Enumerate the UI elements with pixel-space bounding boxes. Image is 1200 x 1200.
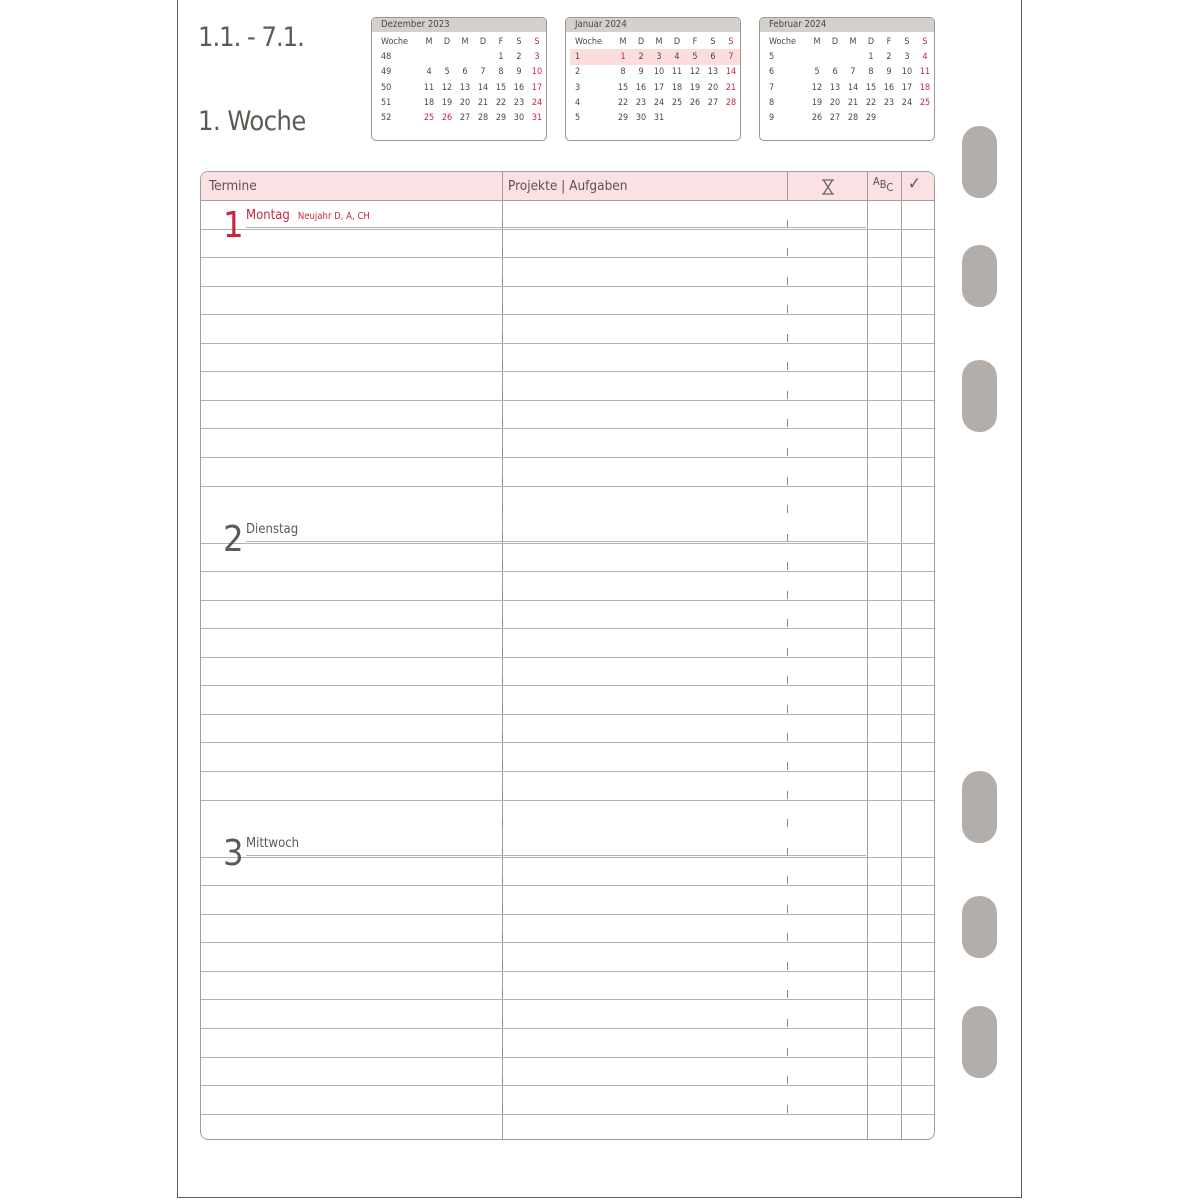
- mini-calendar-day: 24: [531, 97, 543, 108]
- column-tick: [502, 762, 503, 770]
- ruled-line: [201, 486, 934, 487]
- ruled-line: [201, 914, 934, 915]
- mini-calendar-header: F: [692, 36, 698, 47]
- mini-calendar-week-number: 1: [570, 49, 614, 64]
- mini-calendar-header: M: [619, 36, 627, 47]
- mini-calendar-day: 27: [829, 113, 841, 124]
- column-tick: [502, 448, 503, 456]
- mini-calendar-day: 26: [811, 113, 823, 124]
- ruled-line: [201, 1114, 934, 1115]
- ruled-line: [201, 971, 934, 972]
- mini-calendar-day: 16: [513, 82, 525, 93]
- mini-calendar-day: 16: [635, 82, 647, 93]
- mini-calendar-header: S: [516, 36, 522, 47]
- mini-calendar-day: 25: [919, 97, 931, 108]
- mini-calendar-day: 8: [620, 67, 626, 78]
- ruled-line: [201, 628, 934, 629]
- column-tick: [502, 362, 503, 370]
- day-underline: [246, 855, 866, 856]
- column-tick: [502, 648, 503, 656]
- mini-calendar-day: 30: [635, 113, 647, 124]
- ruled-line: [201, 999, 934, 1000]
- column-divider: [901, 172, 902, 1139]
- mini-calendar-day: 19: [811, 97, 823, 108]
- column-tick: [787, 448, 788, 456]
- mini-calendar-day: 7: [850, 67, 856, 78]
- mini-calendar-day: 21: [477, 97, 489, 108]
- mini-calendar-day: 11: [423, 82, 435, 93]
- column-tick: [502, 248, 503, 256]
- column-tick: [502, 819, 503, 827]
- column-tick: [787, 562, 788, 570]
- mini-calendar-day: 20: [829, 97, 841, 108]
- hourglass-icon: [821, 179, 835, 199]
- mini-calendar-day: 10: [901, 67, 913, 78]
- mini-calendar-week-number: 4: [575, 97, 581, 108]
- column-tick: [787, 419, 788, 427]
- mini-calendar-day: 22: [495, 97, 507, 108]
- mini-calendar-day: 3: [534, 51, 540, 62]
- mini-calendar-day: 14: [477, 82, 489, 93]
- mini-calendar: [759, 17, 935, 141]
- mini-calendar-day: 4: [922, 51, 928, 62]
- mini-calendar-day: 23: [513, 97, 525, 108]
- mini-calendar-day: 2: [632, 49, 650, 64]
- mini-calendar-title: Januar 2024: [566, 18, 740, 32]
- binder-hole-tab: [962, 896, 997, 958]
- ruled-line: [201, 1085, 934, 1086]
- mini-calendar-header: F: [498, 36, 504, 47]
- mini-calendar-week-number: 51: [381, 97, 392, 108]
- mini-calendar-week-number: 5: [769, 51, 775, 62]
- mini-calendar-day: 6: [462, 67, 468, 78]
- column-tick: [502, 391, 503, 399]
- column-tick: [502, 733, 503, 741]
- column-tick: [787, 990, 788, 998]
- column-tick: [787, 305, 788, 313]
- ruled-line: [201, 657, 934, 658]
- mini-calendar-day: 28: [477, 113, 489, 124]
- mini-calendar-day: 8: [498, 67, 504, 78]
- ruled-line: [201, 1028, 934, 1029]
- mini-calendar-day: 26: [689, 97, 701, 108]
- mini-calendar-day: 29: [617, 113, 629, 124]
- mini-calendar-day: 2: [886, 51, 892, 62]
- mini-calendar-day: 10: [531, 67, 543, 78]
- mini-calendar-week-number: 48: [381, 51, 392, 62]
- column-tick: [787, 477, 788, 485]
- mini-calendar-day: 20: [707, 82, 719, 93]
- column-tick: [502, 933, 503, 941]
- column-tick: [787, 1076, 788, 1084]
- ruled-line: [201, 714, 934, 715]
- ruled-line: [201, 1057, 934, 1058]
- week-title: 1. Woche: [198, 106, 306, 137]
- checkmark-icon: ✓: [908, 174, 921, 194]
- mini-calendar-week-number: 7: [769, 82, 775, 93]
- mini-calendar-day: 22: [617, 97, 629, 108]
- day-name: [246, 522, 298, 537]
- mini-calendar-header: D: [831, 36, 839, 47]
- mini-calendar-day: 11: [919, 67, 931, 78]
- mini-calendar-day: [808, 49, 826, 64]
- mini-calendar-day: 13: [707, 67, 719, 78]
- binder-hole-tab: [962, 771, 997, 843]
- binder-hole-tab: [962, 126, 997, 198]
- ruled-line: [201, 800, 934, 801]
- column-tick: [787, 705, 788, 713]
- column-tick: [787, 648, 788, 656]
- mini-calendar-day: [826, 49, 844, 64]
- mini-calendar-week-number: 52: [381, 113, 392, 124]
- mini-calendar-header: D: [637, 36, 645, 47]
- mini-calendar-week-number: 9: [769, 113, 775, 124]
- column-tick: [787, 962, 788, 970]
- mini-calendar-header: D: [867, 36, 875, 47]
- column-tick: [502, 562, 503, 570]
- mini-calendar-title: Februar 2024: [760, 18, 934, 32]
- ruled-line: [201, 457, 934, 458]
- mini-calendar-day: 17: [653, 82, 665, 93]
- ruled-line: [201, 257, 934, 258]
- mini-calendar-header: M: [813, 36, 821, 47]
- ruled-line: [201, 543, 934, 544]
- mini-calendar-day: 12: [811, 82, 823, 93]
- column-tick: [502, 876, 503, 884]
- mini-calendar-week-number: 50: [381, 82, 392, 93]
- mini-calendar-day: 23: [635, 97, 647, 108]
- column-divider: [787, 172, 788, 200]
- mini-calendar-day: [722, 110, 740, 125]
- column-tick: [502, 334, 503, 342]
- column-tick: [787, 391, 788, 399]
- mini-calendar-day: 27: [459, 113, 471, 124]
- column-tick: [787, 762, 788, 770]
- abc-priority-icon: ABC: [873, 175, 894, 194]
- mini-calendar-day: 30: [513, 113, 525, 124]
- mini-calendar-day: 19: [441, 97, 453, 108]
- column-tick: [502, 990, 503, 998]
- mini-calendar-day: 3: [904, 51, 910, 62]
- column-tick: [787, 505, 788, 513]
- column-tick: [502, 791, 503, 799]
- column-tick: [787, 248, 788, 256]
- mini-calendar-week-number: 8: [769, 97, 775, 108]
- column-tick: [787, 933, 788, 941]
- mini-calendar-day: 24: [901, 97, 913, 108]
- column-tick: [502, 1105, 503, 1113]
- mini-calendar-day: 9: [886, 67, 892, 78]
- column-tick: [787, 334, 788, 342]
- column-tick: [787, 1048, 788, 1056]
- mini-calendar-day: [420, 49, 438, 64]
- holiday-note: Neujahr D, A, CH: [297, 211, 370, 222]
- column-tick: [787, 1019, 788, 1027]
- mini-calendar-day: 20: [459, 97, 471, 108]
- column-tick: [787, 876, 788, 884]
- column-tick: [502, 962, 503, 970]
- mini-calendar-day: 28: [725, 97, 737, 108]
- mini-calendar-day: 25: [423, 113, 435, 124]
- mini-calendar-day: [898, 110, 916, 125]
- column-tick: [787, 619, 788, 627]
- mini-calendar-week-number: 5: [575, 113, 581, 124]
- weekly-grid: [200, 171, 935, 1140]
- day-name: [246, 208, 370, 223]
- column-tick: [787, 905, 788, 913]
- mini-calendar-header: M: [425, 36, 433, 47]
- mini-calendar-week-number: 6: [769, 67, 775, 78]
- ruled-line: [201, 857, 934, 858]
- mini-calendar-day: 25: [671, 97, 683, 108]
- mini-calendar-day: 14: [847, 82, 859, 93]
- mini-calendar-day: 15: [495, 82, 507, 93]
- mini-calendar: [371, 17, 547, 141]
- column-tick: [502, 1076, 503, 1084]
- ruled-line: [201, 885, 934, 886]
- column-header-row: [201, 172, 934, 201]
- ruled-line: [201, 343, 934, 344]
- mini-calendar-day: 5: [814, 67, 820, 78]
- day-underline: [246, 227, 866, 228]
- mini-calendar-day: [668, 110, 686, 125]
- mini-calendar-day: 4: [426, 67, 432, 78]
- mini-calendar-header: D: [479, 36, 487, 47]
- ruled-line: [201, 600, 934, 601]
- mini-calendar-header: F: [886, 36, 892, 47]
- mini-calendar-day: [474, 49, 492, 64]
- column-tick: [502, 591, 503, 599]
- mini-calendar-day: 23: [883, 97, 895, 108]
- mini-calendar-day: 12: [689, 67, 701, 78]
- mini-calendar-day: [704, 110, 722, 125]
- date-range: 1.1. - 7.1.: [198, 22, 304, 53]
- column-tick: [787, 277, 788, 285]
- mini-calendar-week-number: 49: [381, 67, 392, 78]
- mini-calendar-header: D: [673, 36, 681, 47]
- column-tick: [502, 905, 503, 913]
- mini-calendar-day: 21: [725, 82, 737, 93]
- mini-calendar-day: [456, 49, 474, 64]
- mini-calendar-day: 13: [829, 82, 841, 93]
- column-tick: [787, 819, 788, 827]
- mini-calendar-day: 15: [865, 82, 877, 93]
- mini-calendar-header: M: [461, 36, 469, 47]
- mini-calendar-day: 24: [653, 97, 665, 108]
- column-tick: [787, 362, 788, 370]
- mini-calendar-day: 6: [704, 49, 722, 64]
- column-tick: [787, 676, 788, 684]
- mini-calendar-day: 31: [653, 113, 665, 124]
- column-tick: [502, 705, 503, 713]
- ruled-line: [201, 942, 934, 943]
- mini-calendar-day: 12: [441, 82, 453, 93]
- ruled-line: [201, 229, 934, 230]
- mini-calendar-day: 17: [531, 82, 543, 93]
- mini-calendar-title: Dezember 2023: [372, 18, 546, 32]
- mini-calendar-day: 18: [423, 97, 435, 108]
- mini-calendar-day: 17: [901, 82, 913, 93]
- column-tick: [787, 1105, 788, 1113]
- mini-calendar-day: 7: [722, 49, 740, 64]
- mini-calendar-day: 18: [671, 82, 683, 93]
- mini-calendar-day: 18: [919, 82, 931, 93]
- mini-calendar-day: 29: [865, 113, 877, 124]
- mini-calendar-day: 11: [671, 67, 683, 78]
- day-number: 2: [223, 519, 243, 560]
- mini-calendar-day: 29: [495, 113, 507, 124]
- day-name: [246, 836, 299, 851]
- column-tick: [502, 1019, 503, 1027]
- column-tick: [502, 477, 503, 485]
- mini-calendar-header: M: [849, 36, 857, 47]
- column-tick: [787, 733, 788, 741]
- mini-calendar-week-number: 3: [575, 82, 581, 93]
- ruled-line: [201, 685, 934, 686]
- day-name-label: Mittwoch: [246, 836, 300, 851]
- day-name-label: Montag: [246, 208, 290, 223]
- mini-calendar-header: Woche: [769, 36, 796, 47]
- binder-hole-tab: [962, 245, 997, 307]
- mini-calendar-day: [844, 49, 862, 64]
- mini-calendar-day: 31: [531, 113, 543, 124]
- mini-calendar-day: 19: [689, 82, 701, 93]
- day-number: 1: [223, 205, 243, 246]
- ruled-line: [201, 400, 934, 401]
- mini-calendar-header: M: [655, 36, 663, 47]
- mini-calendar-day: 5: [686, 49, 704, 64]
- mini-calendar-header: S: [534, 36, 540, 47]
- column-tick: [787, 791, 788, 799]
- mini-calendar-day: 4: [668, 49, 686, 64]
- column-tick: [502, 1048, 503, 1056]
- mini-calendar-header: D: [443, 36, 451, 47]
- mini-calendar-week-number: 2: [575, 67, 581, 78]
- mini-calendar-day: 22: [865, 97, 877, 108]
- column-header-projekte: Projekte | Aufgaben: [508, 178, 628, 194]
- mini-calendar-day: 2: [516, 51, 522, 62]
- mini-calendar-day: 28: [847, 113, 859, 124]
- mini-calendar-day: 3: [650, 49, 668, 64]
- ruled-line: [201, 286, 934, 287]
- mini-calendar-day: 21: [847, 97, 859, 108]
- mini-calendar-day: 6: [832, 67, 838, 78]
- mini-calendar-day: 1: [498, 51, 504, 62]
- mini-calendar-header: Woche: [381, 36, 408, 47]
- binder-hole-tab: [962, 360, 997, 432]
- mini-calendar-day: [880, 110, 898, 125]
- mini-calendar-header: S: [710, 36, 716, 47]
- ruled-line: [201, 742, 934, 743]
- mini-calendar-day: [438, 49, 456, 64]
- column-tick: [502, 419, 503, 427]
- mini-calendar-day: 1: [868, 51, 874, 62]
- mini-calendar-day: 5: [444, 67, 450, 78]
- mini-calendar-header: Woche: [575, 36, 602, 47]
- day-number: 3: [223, 833, 243, 874]
- ruled-line: [201, 771, 934, 772]
- mini-calendar-day: 16: [883, 82, 895, 93]
- column-tick: [787, 591, 788, 599]
- mini-calendar-day: 1: [614, 49, 632, 64]
- column-tick: [502, 619, 503, 627]
- ruled-line: [201, 371, 934, 372]
- column-divider: [867, 172, 868, 1139]
- mini-calendar-day: 8: [868, 67, 874, 78]
- binder-hole-tab: [962, 1006, 997, 1078]
- ruled-line: [201, 314, 934, 315]
- mini-calendar-header: S: [728, 36, 734, 47]
- mini-calendar-day: 15: [617, 82, 629, 93]
- mini-calendar-day: 14: [725, 67, 737, 78]
- column-tick: [502, 305, 503, 313]
- mini-calendar-day: 26: [441, 113, 453, 124]
- column-header-termine: Termine: [209, 178, 257, 194]
- ruled-line: [201, 571, 934, 572]
- ruled-line: [201, 428, 934, 429]
- day-name-label: Dienstag: [246, 522, 299, 537]
- mini-calendar-day: 10: [653, 67, 665, 78]
- mini-calendar: [565, 17, 741, 141]
- column-tick: [502, 676, 503, 684]
- mini-calendar-day: 9: [516, 67, 522, 78]
- mini-calendar-day: [686, 110, 704, 125]
- column-tick: [502, 505, 503, 513]
- mini-calendar-day: 27: [707, 97, 719, 108]
- mini-calendar-header: S: [922, 36, 928, 47]
- mini-calendar-day: 13: [459, 82, 471, 93]
- mini-calendar-day: 9: [638, 67, 644, 78]
- day-underline: [246, 541, 866, 542]
- mini-calendar-header: S: [904, 36, 910, 47]
- mini-calendar-day: [916, 110, 934, 125]
- mini-calendar-day: 7: [480, 67, 486, 78]
- column-tick: [502, 277, 503, 285]
